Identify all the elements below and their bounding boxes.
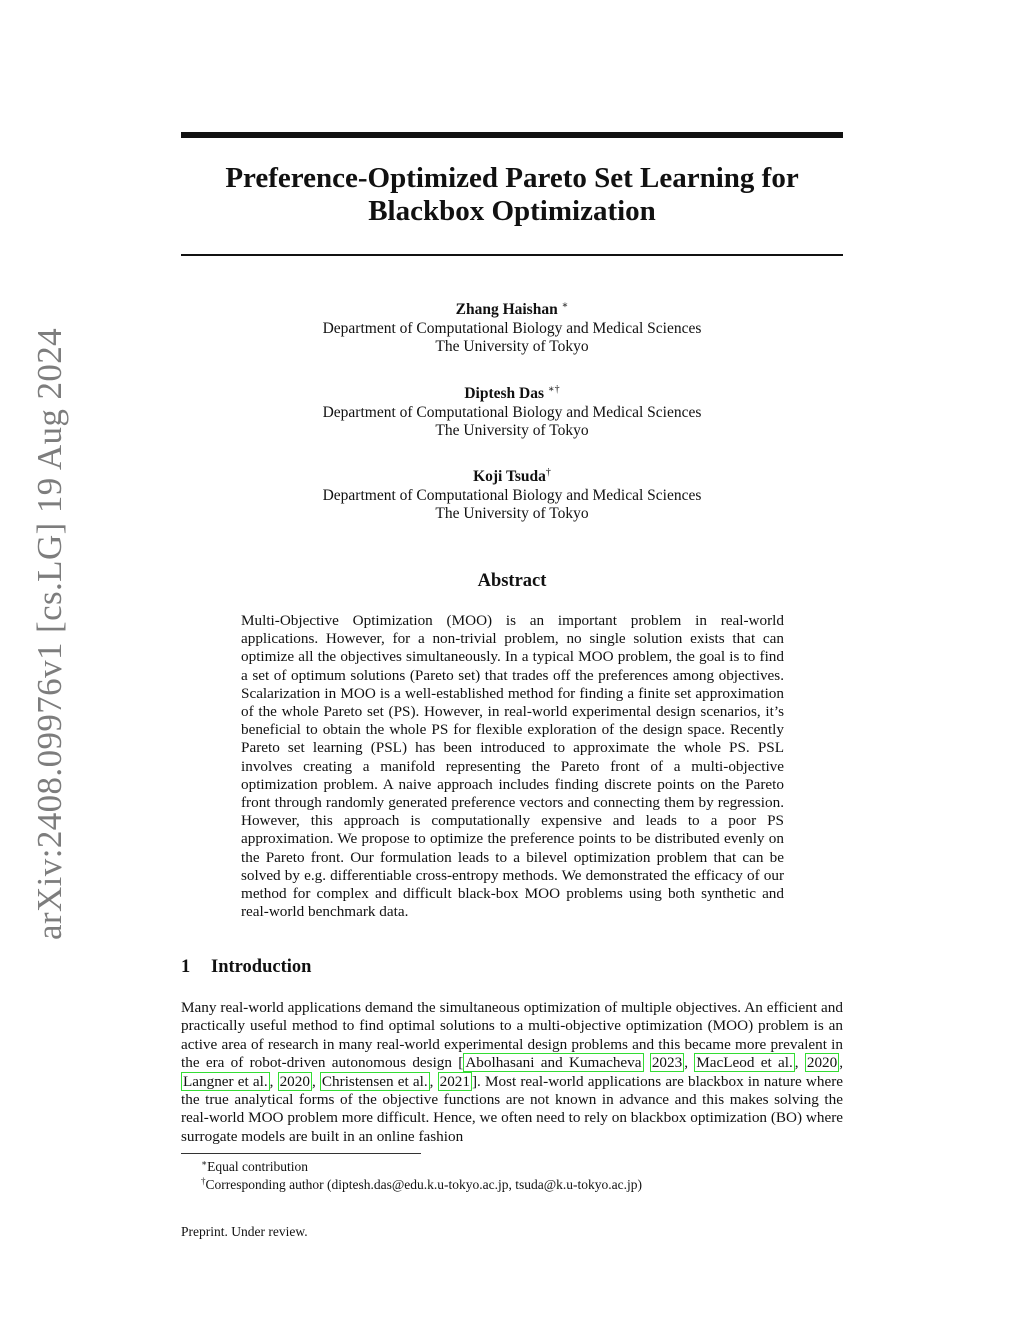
footnote-text: Equal contribution: [207, 1159, 308, 1174]
footnote-separator: [181, 1153, 421, 1154]
citation-link[interactable]: MacLeod et al.: [696, 1054, 793, 1072]
section-number: 1: [181, 957, 191, 977]
author-footnote-mark: ∗†: [547, 384, 560, 395]
author-department: Department of Computational Biology and Medical Sciences: [322, 486, 702, 504]
paper-title: [181, 162, 843, 228]
footnote-corresponding-author: [201, 1176, 843, 1194]
footnote-equal-contribution: [201, 1158, 843, 1176]
abstract-text: Multi-Objective Optimization (MOO) is an important problem in real-world applications. However, for a non-trivial problem, no single solution exists that can optimize all the objectives simultaneously. In a typical MOO problem, the goal is to find a set of optimum solutions (Pareto set) that trades off the preferences among objectives. Scalarization in MOO is a well-established method for finding a finite set approximation of the whole Pareto set (PS). However, in real-world experimental design scenarios, it’s beneficial to obtain the whole PS for flexible exploration of the design space. Recently Pareto set learning (PSL) has been introduced to approximate the whole PS. PSL involves creating a manifold representing the Pareto front of a multi-objective optimization problem. A naive approach includes finding discrete points on the Pareto front through randomly generated preference vectors and connecting them by regression. However, this approach is computationally expensive and leads to a poor PS approximation. We propose to optimize the preference points to be distributed evenly on the Pareto front. Our formulation leads to a bilevel optimization problem that can be solved by e.g. differentiable cross-entropy methods. We demonstrated the efficacy of our method for complex and difficult black-box MOO problems using both synthetic and real-world benchmark data.: [241, 612, 784, 921]
author-name: Zhang Haishan: [455, 301, 558, 318]
arxiv-identifier-stamp: arXiv:2408.09976v1 [cs.LG] 19 Aug 2024: [30, 327, 69, 940]
author-department: Department of Computational Biology and Medical Sciences: [322, 319, 702, 337]
introduction-paragraph: Many real-world applications demand the simultaneous optimization of multiple objectives. An efficient and practically useful method to find optimal solutions to a multi-objective optimization (MOO) problem is an active area of research in many real-world experimental design problems and this became more prevalent in the era of robot-driven autonomous design [ Abolhasani and Kumacheva 2023 , MacLeod et al. , 2020 , Langner et al. , 2020 , Christensen et al. , 2021 ]. Most real-world applications are blackbox in nature where the true analytical forms of the objective functions are not known in advance and this makes solving the real-world MOO problem more difficult. Hence, we often need to rely on blackbox optimization (BO) where surrogate models are built in an online fashion: [181, 999, 844, 1145]
abstract-heading: Abstract: [477, 571, 547, 591]
title-top-rule: [181, 132, 843, 138]
citation-year-link[interactable]: 2023: [651, 1054, 683, 1072]
citation-year-link[interactable]: 2021: [439, 1072, 470, 1090]
author-footnote-mark: ∗: [561, 300, 569, 311]
author-university: The University of Tokyo: [435, 338, 589, 355]
intro-text-end: ]. Most real-world applications are blackbox in nature where the true analytical forms of the objective functions are not known in advance and this makes solving the real-world MOO problem more difficult. Hence, we often need to rely on blackbox optimization (BO) where surrogate models are built in an online fashion: [181, 1072, 843, 1145]
title-bottom-rule: [181, 254, 843, 256]
preprint-note: Preprint. Under review.: [181, 1224, 308, 1239]
author-block-1: [181, 301, 843, 357]
footnote-mark: ∗: [201, 1158, 208, 1168]
citation-link[interactable]: Christensen et al.: [321, 1072, 428, 1090]
author-university: The University of Tokyo: [435, 422, 589, 439]
section-title: Introduction: [211, 957, 312, 977]
footnote-mark: †: [201, 1176, 206, 1186]
citation-year-link[interactable]: 2020: [806, 1054, 838, 1072]
footnotes: [201, 1158, 843, 1194]
author-name: Diptesh Das: [464, 385, 544, 402]
footnote-text: Corresponding author (diptesh.das@edu.k.u-tokyo.ac.jp, tsuda@k.u-tokyo.ac.jp): [205, 1177, 643, 1192]
section-heading-introduction: [181, 957, 311, 978]
title-line-2: Blackbox Optimization: [368, 195, 656, 227]
author-university: The University of Tokyo: [435, 505, 589, 522]
author-block-2: [181, 385, 843, 441]
citation-year-link[interactable]: 2020: [279, 1072, 310, 1090]
citation-link[interactable]: Abolhasani and Kumacheva: [465, 1054, 642, 1072]
author-block-3: [181, 468, 843, 524]
author-department: Department of Computational Biology and Medical Sciences: [322, 403, 702, 421]
author-footnote-mark: †: [545, 467, 551, 478]
citation-link[interactable]: Langner et al.: [183, 1072, 268, 1090]
author-name: Koji Tsuda: [473, 468, 546, 485]
title-line-1: Preference-Optimized Pareto Set Learning for: [225, 162, 799, 194]
intro-text-start: Many real-world applications demand the simultaneous optimization of multiple objectives. An efficient and practically useful method to find optimal solutions to a multi-objective optimization (MOO) problem is an active area of research in many real-world experimental design problems and this became more prevalent in the era of robot-driven autonomous design [: [181, 999, 843, 1072]
